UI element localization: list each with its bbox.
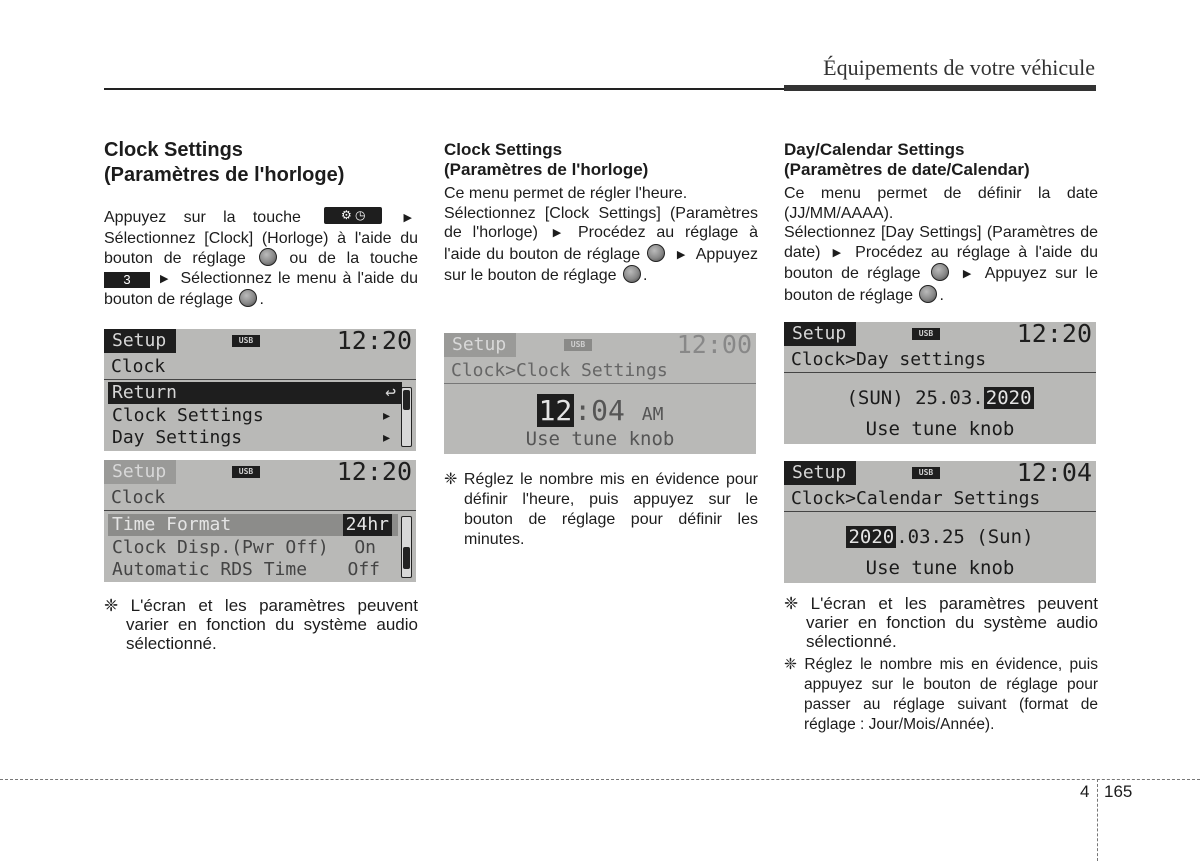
instruction-text: . [259, 291, 264, 309]
chevron-right-icon: ▸ [381, 427, 392, 448]
note-text: ❈ Réglez le nombre mis en évidence pour définir l'heure, puis appuyez sur le bouton de réglage pour définir les minutes. [444, 471, 758, 548]
arrow-right-icon: ▶ [832, 246, 842, 259]
footer-rule [0, 779, 1200, 780]
instructions-text [104, 207, 418, 310]
lcd-tab-setup: Setup [784, 461, 856, 485]
scrollbar-thumb [403, 547, 410, 569]
ampm-value: AM [641, 404, 664, 425]
instruction-text: Ce menu permet de régler l'heure. [444, 185, 688, 202]
menu-item-label: Automatic RDS Time [112, 559, 308, 580]
arrow-right-icon: ▶ [552, 227, 562, 240]
usb-icon: USB [912, 467, 940, 479]
tune-knob-hint: Use tune knob [865, 557, 1015, 579]
usb-icon: USB [912, 328, 940, 340]
lcd-breadcrumb: Clock [104, 486, 416, 511]
tune-knob-icon [239, 289, 257, 307]
lcd-tab-setup: Setup [784, 322, 856, 346]
lcd-breadcrumb: Clock>Calendar Settings [784, 487, 1096, 512]
lcd-screen-calendar-settings [784, 461, 1096, 583]
lcd-status-bar [104, 460, 416, 484]
lcd-breadcrumb: Clock>Clock Settings [444, 359, 756, 384]
arrow-right-icon: ▶ [403, 212, 412, 224]
tune-knob-icon [623, 265, 641, 283]
chapter-number: 4 [1080, 782, 1090, 801]
tune-knob-icon [931, 263, 949, 281]
lcd-clock: 12:04 [1016, 461, 1092, 487]
lcd-screen-clock-options [104, 460, 416, 582]
setup-key-icon: ⚙ ◷ [324, 207, 382, 224]
lcd-clock: 12:20 [1016, 322, 1092, 348]
note-text: ❈ L'écran et les paramètres peuvent varier en fonction du système audio sélectionné. [784, 594, 1098, 651]
usb-icon: USB [232, 335, 260, 347]
lcd-breadcrumb: Clock [104, 355, 416, 380]
note-block [444, 470, 758, 550]
note-text: ❈ L'écran et les paramètres peuvent varier en fonction du système audio sélectionné. [104, 596, 418, 653]
date-value: .03.25 (Sun) [896, 526, 1034, 548]
heading-line-2: (Paramètres de date/Calendar) [784, 160, 1030, 179]
lcd-status-bar [784, 322, 1096, 346]
menu-item-label: Clock Disp.(Pwr Off) [112, 537, 329, 558]
minute-value: :04 [574, 394, 625, 427]
year-value: 2020 [985, 387, 1032, 409]
lcd-clock: 12:20 [336, 460, 412, 486]
instruction-text: Ce menu permet de définir la date (JJ/MM/AAAA). [784, 185, 1098, 222]
note-text: ❈ Réglez le nombre mis en évidence, puis appuyez sur le bouton de réglage pour passer au réglage suivant (format de réglage : Jour/Mois/Année). [784, 656, 1098, 733]
lcd-screen-clock-menu [104, 329, 416, 451]
instruction-text: Procédez au réglage à l'aide du bouton de réglage [444, 224, 758, 263]
menu-item-clock-display [108, 537, 398, 559]
menu-item-label: Time Format [112, 514, 232, 535]
heading-line-2: (Paramètres de l'horloge) [104, 164, 345, 186]
usb-icon: USB [232, 466, 260, 478]
instruction-text: . [643, 267, 648, 285]
date-readout [784, 387, 1096, 409]
instruction-text: Sélectionnez [Clock Settings] (Paramètres de l'horloge) [444, 204, 758, 242]
lcd-breadcrumb: Clock>Day settings [784, 348, 1096, 373]
lcd-status-bar [444, 333, 756, 357]
tune-knob-icon [259, 248, 277, 266]
lcd-screen-day-settings [784, 322, 1096, 444]
instruction-text: Sélectionnez [Clock] (Horloge) à l'aide du bouton de réglage [104, 229, 418, 268]
tune-knob-icon [919, 285, 937, 303]
lcd-status-bar [784, 461, 1096, 485]
menu-item-value: On [354, 537, 376, 558]
instructions-text [444, 184, 758, 286]
instruction-text: Sélectionnez le menu à l'aide du bouton de réglage [104, 269, 418, 309]
key-3-icon: 3 [104, 272, 150, 288]
date-value: (SUN) 25.03. [846, 387, 984, 409]
tune-knob-hint: Use tune knob [525, 428, 675, 450]
menu-item-label: Return [112, 382, 178, 403]
note-block [784, 594, 1098, 735]
section-heading [104, 138, 418, 188]
column-day-calendar-settings [784, 140, 1098, 306]
menu-item-return [108, 382, 402, 404]
instruction-text: . [939, 286, 944, 304]
section-heading [444, 140, 758, 180]
arrow-right-icon: ▶ [962, 268, 972, 281]
instruction-text: Procédez au réglage à l'aide du bouton de réglage [784, 243, 1098, 283]
instruction-text: ou de la touche [289, 250, 418, 268]
menu-item-day-settings [108, 427, 398, 449]
menu-item-automatic-rds-time [108, 559, 398, 581]
instruction-text: Appuyez sur la touche [104, 209, 301, 226]
menu-item-label: Day Settings [112, 427, 243, 448]
date-readout [784, 526, 1096, 548]
hour-value: 12 [538, 394, 573, 427]
instructions-text [784, 184, 1098, 306]
lcd-tab-setup: Setup [104, 329, 176, 353]
scrollbar [401, 516, 412, 578]
column-clock-settings [444, 140, 758, 286]
lcd-clock: 12:20 [336, 329, 412, 355]
instruction-text: Appuyez sur le bouton de réglage [444, 245, 759, 285]
menu-item-time-format [108, 514, 398, 536]
tune-knob-hint: Use tune knob [865, 418, 1015, 440]
heading-line-1: Clock Settings [444, 140, 563, 159]
instruction-text: Appuyez sur le bouton de réglage [784, 265, 1099, 304]
instruction-text: Sélectionnez [Day Settings] (Paramètres de date) [784, 224, 1098, 261]
menu-item-value: 24hr [343, 514, 392, 536]
heading-line-1: Clock Settings [104, 139, 243, 161]
page-number: 165 [1104, 782, 1133, 801]
tune-knob-icon [647, 244, 665, 262]
scrollbar [401, 387, 412, 447]
menu-item-value: Off [347, 559, 380, 580]
lcd-status-bar [104, 329, 416, 353]
scrollbar-thumb [403, 390, 410, 410]
year-value: 2020 [848, 526, 895, 548]
column-clock-settings-intro [104, 138, 418, 310]
menu-item-label: Clock Settings [112, 405, 264, 426]
heading-line-2: (Paramètres de l'horloge) [444, 160, 649, 179]
page-header-title: Équipements de votre véhicule [823, 55, 1095, 80]
usb-icon: USB [564, 339, 592, 351]
section-heading [784, 140, 1098, 180]
lcd-clock: 12:00 [676, 333, 752, 359]
footer-divider [1097, 779, 1098, 861]
heading-line-1: Day/Calendar Settings [784, 140, 965, 159]
note-block [104, 596, 418, 653]
lcd-tab-setup: Setup [444, 333, 516, 357]
header-rule-accent [784, 85, 1096, 91]
arrow-right-icon: ▶ [676, 248, 686, 261]
lcd-tab-setup: Setup [104, 460, 176, 484]
return-icon: ↩ [385, 382, 396, 403]
time-readout [444, 395, 756, 431]
header-rule [104, 88, 784, 90]
menu-item-clock-settings [108, 405, 398, 427]
chevron-right-icon: ▸ [381, 405, 392, 426]
lcd-screen-clock-time [444, 333, 756, 454]
arrow-right-icon: ▶ [159, 272, 169, 285]
